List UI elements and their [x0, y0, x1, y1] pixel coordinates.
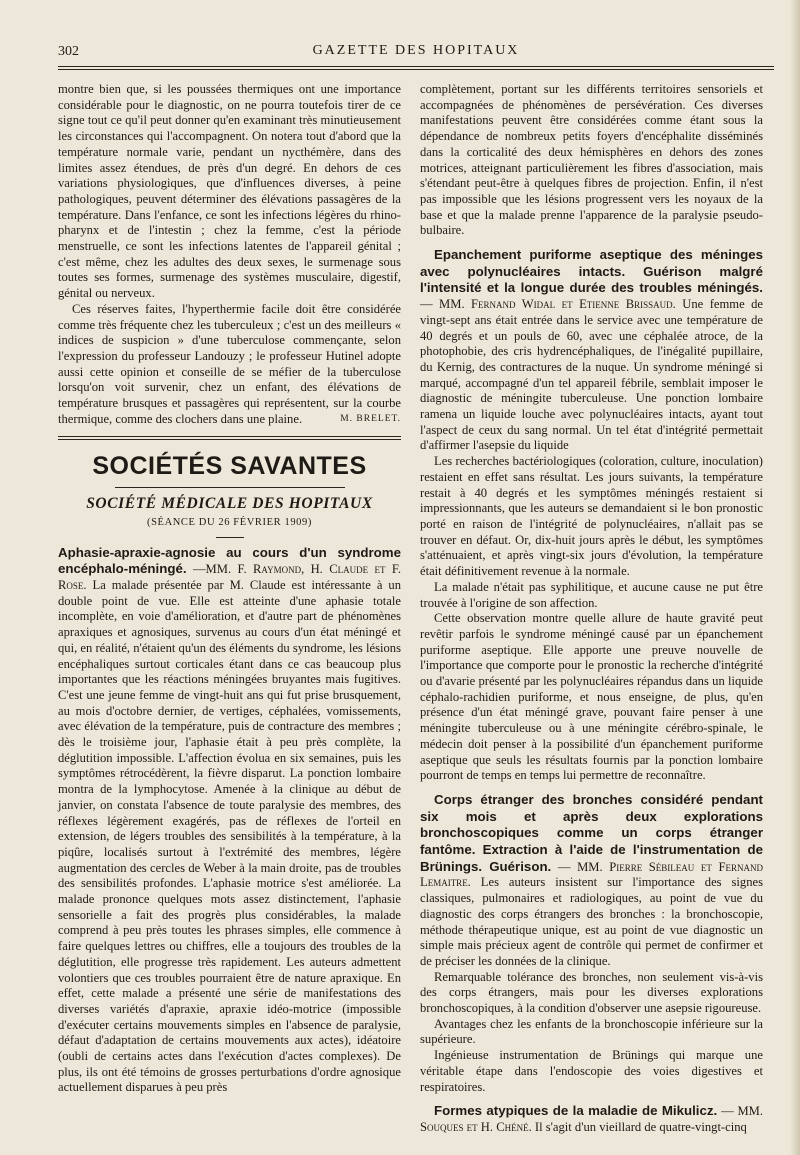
paragraph: Ces réserves faites, l'hyperthermie facile doit être considérée comme très fréquente chez les tuberculeux ; c'est un des meilleurs « indices de suspicion » d'une tuberculose commençante, selon l'expression du professeur Landouzy ; le professeur Hutinel adopte aussi cette opinion et conseille de se méfier de la tuberculose lorsqu'on voit survenir, chez un enfant, des élévations de température brusques et passagères qui représentent, sur la courbe thermique, comme des clochers dans une plaine. — [58, 301, 401, 426]
left-column — [58, 82, 401, 1096]
article-authors: —MM. F. Raymond, H. Claude et F. Rose. — [58, 562, 402, 592]
article-title: Epanchement puriforme aseptique des méninges avec polynucléaires intacts. Guérison malgré l'intensité et la longue durée des troubles méningés. — [420, 247, 763, 296]
paragraph: Ingénieuse instrumentation de Brünings qui marque une véritable étape dans l'endoscopie des voies digestives et respiratoires. — [420, 1048, 763, 1094]
section-title: SOCIÉTÉS SAVANTES — [92, 452, 367, 481]
right-column — [420, 82, 763, 1136]
paragraph: montre bien que, si les poussées thermiques ont une importance considérable pour le diagnostic, on ne pourra toutefois tirer de ce signe tout ce qu'il peut donner qu'en examinant très minutieusement les circonstances qui l'accompagnent. On notera tout d'abord que la température normale varie, pendant un nycthémère, dans des limites assez étendues, de près d'un degré. En dehors de ces variations physiologiques, que d'influences diverses, à peine pathologiques, peuvent déterminer des élévations passagères de la température. Dans l'enfance, ce sont les infections légères du rhino-pharynx et de l'intestin ; chez la femme, c'est la période menstruelle, ce sont les infections latentes de l'appareil génital ; c'est même, chez les adultes des deux sexes, le surmenage sous toutes ses formes, surmenage des systèmes musculaire, digestif, génital ou nerveux. — [58, 82, 401, 301]
paragraph: Avantages chez les enfants de la bronchoscopie inférieure sur la supérieure. — [420, 1016, 763, 1047]
paragraph: Remarquable tolérance des bronches, non seulement vis-à-vis des corps étrangers, mais pour les diverses explorations bronchoscopiques, à la condition d'observer une asepsie rigoureuse. — [420, 969, 763, 1016]
running-title: GAZETTE DES HOPITAUX — [312, 43, 520, 58]
society-name: SOCIÉTÉ MÉDICALE DES HOPITAUX — [86, 495, 373, 513]
section-divider — [58, 436, 401, 440]
article-title: Formes atypiques de la maladie de Mikulicz. — [434, 1103, 718, 1119]
article-mikulicz — [420, 1103, 763, 1135]
paragraph: complètement, portant sur les différents territoires sensoriels et accompagnées de phénomènes de persévération. Ces diverses manifestations peuvent être considérées comme étant sous la dépendance de nombreux petits foyers d'encéphalite disséminés dans la corticalité des deux hémisphères en dehors des zones motrices, atteignant particulièrement les fibres d'association, mais s'étendant peut-être à quelques fibres de projection. Enfin, il n'est pas impossible que les lésions progressent vers les noyaux de la base et que la malade prenne l'apparence de la paralysie pseudo-bulbaire. — [420, 82, 763, 238]
page-header — [58, 40, 774, 64]
article-aphasie — [58, 545, 401, 1097]
article-text: Une femme de vingt-sept ans était entrée dans le service avec une température de 40 degrés et un pouls de 60, avec une céphalée atroce, de la photophobie, des cris hydrencéphaliques, de l'inégalité pupillaire, du Kernig, des contractures de la nuque. Un syndrome méningé si marqué, accompagné d'un tel appareil fébrile, semblait imposer le diagnostic de méningite tuberculeuse. Une ponction lombaire ramena un liquide louche avec polynucléaires intacts, ayant tout l'aspect de ceux du sang normal. Un tel état d'intégrité permettait d'affirmer l'asepsie du liquide — [420, 297, 763, 453]
article-text: Les auteurs insistent sur l'importance des signes classiques, pulmonaires et radiologiques, au point de vue du diagnostic des corps étrangers des bronches : la bronchoscopie, méthode thérapeutique unique, est au point de vue diagnostic un simple mais précieux agent de contrôle qui permet de confirmer et de préciser les données de la clinique. — [420, 875, 763, 968]
page-number: 302 — [58, 44, 79, 59]
short-rule — [216, 537, 244, 538]
session-date: (SÉANCE DU 26 FÉVRIER 1909) — [147, 516, 312, 528]
article-title: Aphasie-apraxie-agnosie au cours d'un syndrome encéphalo-méningé. — [58, 544, 401, 577]
article-authors: — MM. Pierre Sébileau et Fernand Lemaitre. — [420, 859, 763, 890]
article-title: Corps étranger des bronches considéré pendant six mois et après deux explorations bronchoscopiques comme un corps étranger fantôme. Extraction à l'aide de l'instrumentation de Brünings. Guérison. — [420, 791, 763, 874]
article-corps-etranger — [420, 792, 763, 970]
article-epanchement — [420, 247, 763, 454]
article-authors: — MM. Fernand Widal et Etienne Brissaud. — [420, 297, 676, 312]
article-text: Il s'agit d'un vieillard de quatre-vingt-cinq — [534, 1120, 747, 1134]
author-signature: M. BRELET. — [340, 414, 401, 425]
paragraph: La malade n'était pas syphilitique, et aucune cause ne put être trouvée à l'origine de son affection. — [420, 579, 763, 610]
article-text: La malade présentée par M. Claude est intéressante à un double point de vue. Elle est atteinte d'une aphasie totale incomplète, en voie d'amélioration, et d'autre part de phénomènes apraxiques et agnosiques, survenus au cours d'un état méningé et qui, en réalité, n'étaient qu'un des éléments du syndrome, les lésions encéphaliques surtout corticales étant dans ce cas beaucoup plus importantes que les réactions méningées bruyantes mais fugitives. C'est une jeune femme de vingt-huit ans qui fut prise brusquement, au mois d'octobre dernier, de vertiges, céphalées, vomissements, avec élévation de la température, puis de contracture des membres ; dès le troisième jour, l'aphasie était à peu près complète, la déglutition impossible. L'affection évolua en six semaines, puis les symptômes rétrocédèrent, la fièvre disparut. La ponction lombaire montra de la lymphocytose. Amenée à la clinique au début de janvier, on constata l'absence de toute paralysie des membres, des réflexes légèrement exagérés, pas de réflexes de l'orteil en extension, de légers troubles des sensibilités à la température, à la piqûre, localisés surtout à l'extrémité des membres, légère augmentation des cercles de Weber à la main droite, pas de troubles des sensibilités profondes. L'aphasie motrice s'est améliorée. La malade prononce quelques mots assez distinctement, l'aphasie sensorielle a fait des progrès plus considérables, la malade comprend à peu près toutes les phrases simples, elle commence à faire quelques lettres ou chiffres, elle a toujours des troubles de la déglutition, elle progresse très rapidement. Les auteurs admettent volontiers que ces troubles pourraient être de nature apraxique. En effet, cette malade a présenté une série de manifestations des diverses variétés d'apraxie, apraxie idéo-motrice (impossible d'exécuter certains mouvements simples en l'absence de paralysie, défaut d'adaptation de certains mouvements aux actes), idéatoire (oubli de certains actes dans l'exécution d'actes complexes). De plus, ils ont été témoins de grosses perturbations d'ordre agnosique actuellement disparues à peu près — [58, 577, 401, 1095]
section-rule — [115, 487, 345, 488]
header-rule — [58, 66, 774, 70]
page-edge — [790, 0, 800, 1155]
paragraph: Cette observation montre quelle allure de haute gravité peut revêtir parfois le syndrome méningé causé par un épanchement puriforme aseptique. Elle apporte une preuve nouvelle de l'importance que comporte pour le pronostic la recherche d'intégrité ou d'avarie présenté par les polynucléaires répandus dans un liquide céphalo-rachidien puriforme, et nous enseigne, de plus, qu'en présence d'un état méningé grave, pouvant faire penser à une méningite tuberculeuse ou à une méningite cérébro-spinale, le médecin doit penser à la possibilité d'un épanchement puriforme aseptique que seuls les résultats fournis par la ponction lombaire pourront de temps en temps lui permettre de reconnaître. — [420, 611, 763, 783]
article-authors: — MM. Souques et H. Chéné. — [420, 1104, 764, 1134]
paragraph: Les recherches bactériologiques (coloration, culture, inoculation) restaient en effet sans résultat. Les jours suivants, la température restait à 40 degrés et les symptômes méningés restaient si impressionnants, que les auteurs se demandaient si le bon pronostic porté en raison de l'intégrité de polynucléaires, n'allait pas se trouver en défaut. Or, dix-huit jours après le début, les symptômes s'atténuaient, et après vingt-six jours d'évolution, la température était définitivement revenue à la normale. — [420, 454, 763, 579]
